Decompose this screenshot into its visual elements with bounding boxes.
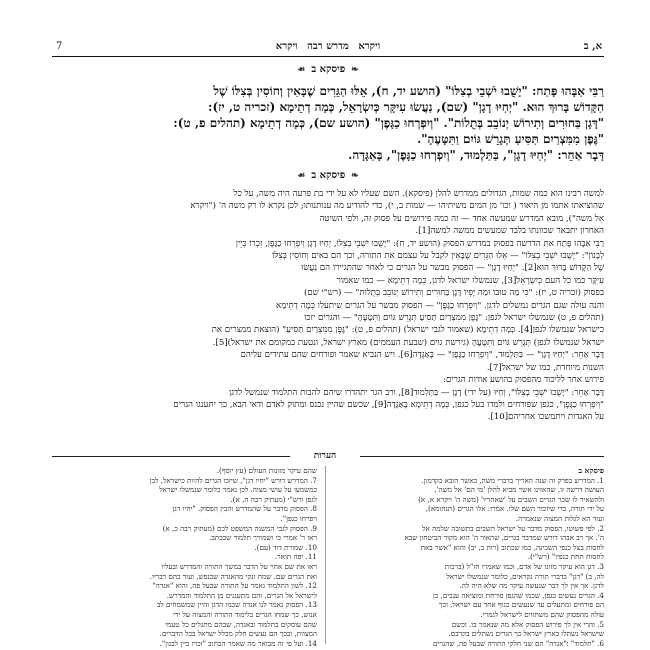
- note-line: לדגן. אך אין לך דבר שנעשה עיקר מה שלא היה לה.: [459, 581, 604, 591]
- page-number: 7: [56, 41, 63, 52]
- explanation-line: ישראל שנמשלו לגפן) תְּגָרֵשׁ גּוֹיִם וַתִּטָּעֶהָ (גירשת גוים (שבעת העממים) מארץ ישראל, ונטעת במקומם את ישראל)[5].: [212, 337, 604, 348]
- note-line: 2. לפי פשוטו, הפסוק מדבר על ישראל השבים בתשובה שלמה אל: [422, 523, 604, 533]
- note-line: ולהשאיר לו שכר הגרים השבים על 'שאחריו' (משה ה' ויקרא א, א): [418, 494, 604, 504]
- section-heading-2: [52, 170, 604, 181]
- note-line: 3. דגן הוא עיקר מזונו של אדם, וכמו שאמרו חז"ל (ברכות: [444, 561, 604, 571]
- note-line: המצוות, ובכך הם נעשים חלק מכלל ישראל בכל הדברים.: [159, 629, 317, 639]
- vocalized-midrash-text: [52, 83, 604, 163]
- note-line: 1. המדרש בפרק זה שנה האריך בדברי משה, כאשר הובא בקדמון.: [421, 475, 604, 485]
- explanation-line: והנה עולה שגם הגרים נמשלים לדגן. "וְיִפְרְחוּ כַגָּפֶן" — הפסוק מבשר על הגרים שיתעלו כְּמָה דְתֵימָא: [276, 300, 604, 311]
- notes-column-left: [52, 466, 317, 648]
- explanation-line: למשה רבינו הוא כמה שמות, הגדולים ממדרש להלן (פיסקא). השם שעליו לא על ידי בת פרעה היה משה, על כל: [233, 189, 604, 199]
- note-line: 11. יפה תואר.: [274, 552, 317, 562]
- midrash-line: רַבִּי אַבָּהוּ פָּתַח: "יָשֻׁבוּ יֹשְׁבֵי בְצִלּוֹ" (הושע יד, ח), אֵלּוּ הַגֵּרִים שֶׁבָּאִין וְחוֹסִין בְּצִלּוֹ שֶׁל: [213, 84, 604, 98]
- explanation-line: פירוש אחר לליכוד מהפסוק בהושע אודות הגרים:: [443, 375, 604, 386]
- note-line: שישראל נשתלו בארץ ישראל כך הגרים נשתלים בקרבם.: [448, 629, 604, 639]
- running-title-middle: מדרש רבה: [307, 41, 349, 52]
- note-line: לישראל אל הגרים, והם מתענגים מן התלמוד והמדרש.: [166, 590, 317, 600]
- note-line: ראו ר' אמרי כי ושמורך תלמוד שבכתב.: [209, 533, 317, 543]
- notes-heading: הערות: [290, 450, 360, 461]
- note-line: 5. והרי אין לך פירוש הפסוק אלא מה שנאמר בו. וכשם: [451, 619, 604, 629]
- note-line: לה, ב) "דגן" בדברי תורה נקראים, כלומר שנמשלו ישראל: [446, 571, 604, 581]
- note-line: לחסות בצל כנפי השכינה, כמו שכתוב (רות ב, יב) והוא "אשר באת: [420, 542, 604, 552]
- note-line: 7. המדרש דורש "יחיו דגן", שיזכו הגרים להיות כישראל, לכן: [149, 475, 317, 485]
- note-line: הם פורחים ומתעלים עד שנעשים כגוף אחד עם ישראל, וכך: [438, 600, 604, 610]
- section-heading-2-text: פיסקא ב: [311, 170, 346, 181]
- explanation-line: דָּבָר אַחֵר: "יְחַיּוּ דָגָן" — בַּתַּלְמוּד, "וְיִפְרְחוּ כַגָּפֶן" — בָּאַגָּדָה[6]. ויש הנביא שאמר ופורחים שהם עתידים עליהם: [240, 350, 604, 361]
- running-title-right: ויקרא: [358, 41, 381, 52]
- midrash-line: דָּבָר אַחֵר: "יְחַיּוּ דָגָן", בַּתַּלְמוּד, "וְיִפְרְחוּ כַגָּפֶן", בָּאַגָּדָה.: [348, 148, 604, 162]
- note-line: עולה מהפסוק שהם משתווים לישראל לגמרי.: [480, 609, 604, 619]
- note-line: ויפרחו כגפן".: [280, 513, 317, 523]
- note-line: 9. הפסוק לגבי המשנה המשפט לכם (מעתיק רבה כ, א): [162, 523, 317, 533]
- notes-column-right: [339, 466, 604, 648]
- section-heading-1-text: פיסקא ב: [311, 64, 346, 75]
- note-line: אנוש, כך שמחו הגרים בלימוד התורה והמצוה על ידי: [173, 609, 317, 619]
- note-line: 12. לשון התלמוד נאמר על התורה שבעל פה, והוא "אגדה": [152, 581, 317, 591]
- explanation-line: רַבִּי אַבָּהוּ פָּתַח את הדרשה בפסוק במדרש הפסוק (הושע יד, ח): "יָשֻׁבוּ יֹשְׁבֵי בְצִלּוֹ, יְחַיּוּ דָגָן וְיִפְרְחוּ כַגָּפֶן, זִכְרוֹ כְּיֵין: [235, 238, 604, 249]
- note-line: 4. הגרים נעשים כגפן, שכמו שהגפן פורחת ומוציאה ענבים, כן: [432, 590, 604, 600]
- explanation-line: השנות מיוחדת, כמו של ישראל[7].: [486, 362, 604, 373]
- ornament-icon: ❧: [351, 171, 359, 181]
- midrash-line: "דָּגָן בַּחוּרִים וְתִירוֹשׁ יְנוֹבֵב בְּתֻלוֹת". "וְיִפְרְחוּ כַגָּפֶן" (הושע שם), כְּמָה דְתֵימָא (תהלים פ, ט):: [173, 116, 604, 130]
- midrash-line: "גֶּפֶן מִמִּצְרַיִם תַּסִּיעַ תְּגָרֵשׁ גּוֹיִם וַתִּטָּעֶהָ".: [417, 132, 604, 146]
- note-line: על ידי תורה, כדי שיזכור השם שלו. אמרו: אלו הגרים (תנחומא),: [425, 504, 604, 514]
- note-line: ראו את שם אחר על הדבר במשך התורה והמדרש ובעליו: [161, 561, 317, 571]
- explanation-line: "וְיִפְרְחוּ כַגָּפֶן", כגפן שפורחים ולמדו בעל כגפן, כְּמָה דְתֵימָא בָּאַגָּדָה[9], שכשם שהיין נכנס ומתוק לאדם ודאי הבא, כך יתענגו הגרים: [173, 399, 604, 410]
- note-line: ואת הגרים שם. שמח ונקי מהאגדה שבנפש, ועוד בהם דבריו.: [149, 571, 317, 581]
- explanation-line: עִיקָּר כמו כל העם כְּיִשְׂרָאֵל[3], שנמשלו ישראל לדגן, כְּמָה דְתֵימָא — כמו שאמור: [336, 275, 604, 286]
- explanation-line: כישראל שנמשלו לגפן[4]. כְּמָה דְתֵימָא (שאמור לגבי ישראל) (תהלים פ, ט): "גֶּפֶן מִמִּצְרַיִם תַּסִּיעַ" (הוצאת ממצרים את: [211, 325, 604, 336]
- note-line: 8. הפסוק מדבר על שהמדרש והבין הפסוק. "יחיו דגן: [172, 504, 317, 514]
- explanation-line: שהוציאתו אתמו מן היאור ( וכו' מן המים משיתיהו — שמות ב, י), כדי להודיע מה ענותנותו; לכן נקרא לו רק משה ה' ("ויקרא: [190, 201, 604, 212]
- explanation-line: בפסוק (זכריה ט, יז): "כִּי מַה טּוּבוֹ וּמַה יָּפְיוֹ דָּגָן בַּחוּרִים וְתִירוֹשׁ יְנוֹבֵב בְּתֻלוֹת" — (רש"י שם): [303, 288, 604, 299]
- ornament-icon: ☙: [297, 65, 306, 75]
- folio-reference: א, ב: [583, 41, 602, 52]
- column-divider: [325, 466, 326, 644]
- note-line: פיסקא ב: [578, 466, 604, 475]
- note-line: 14. ועל פי זה מבואר מה שאמר הכתוב "זכרו כיין לבנון".: [159, 638, 317, 648]
- section-heading-1: [52, 64, 604, 75]
- ornament-icon: ☙: [297, 171, 306, 181]
- note-line: לגפן ורש"י (מעתיק רבה ה, א).: [230, 494, 317, 504]
- note-line: 13. הפסוק נאמר לנו אגדה שכמו הדגן והיין שמשמחים לב: [156, 600, 317, 610]
- note-line: שהם עיקר מזונות העולם (עץ יוסף).: [216, 466, 317, 475]
- note-line: 10. שמורת דוד (עם).: [254, 542, 317, 552]
- running-title-left: ויקרא: [275, 41, 298, 52]
- note-line: ה'. אך רב אבהו דורש שמדבר בגרים, שהאור ה' הוא מקור הביטחון שבא: [404, 533, 604, 543]
- midrash-line: הַקָּדוֹשׁ בָּרוּךְ הוּא. "יְחַיּוּ דָגָן" (שם), נַעֲשׂוּ עִיקָּר כְּיִשְׂרָאֵל, כְּמָה דְתֵימָא (זכריה ט, יז):: [208, 100, 604, 114]
- explanation-line: לְבָנוֹן": "יָשֻׁבוּ יֹשְׁבֵי בְצִלּוֹ" — אֵלּוּ הַגֵּרִים שֶׁבָּאִין לקבל על עצמם את התורה, וכך הם באים וְחוֹסִין בְּצִלּוֹ: [272, 251, 604, 262]
- note-line: ועוד הא לגלות המצוה שנאמרה.: [515, 513, 604, 523]
- note-line: שהם עוסקים בתלמוד ובאגדה, שבהם מתגלים כל טעמי: [165, 619, 317, 629]
- explanation-line: (תהלים פ, ט) שנמשלו ישראל לגפן: "גֶּפֶן מִמִּצְרַיִם תַּסִּיעַ תְּגָרֵשׁ גּוֹיִם וַתִּטָּעֶהָ" — והגרים יזכו: [304, 313, 604, 324]
- explanation-line: על האגדות ויתמשכו אחריהם[10].: [487, 412, 604, 423]
- explanation-line: אל משה"), מובא המדרש שמעשה אחד — זה כמה פירושים על פסוק זה, ולפי השיטה: [319, 213, 604, 224]
- note-line: 6. "תלמוד" ו"אגדה" הם שני חלקי התורה שבעל פה, שהגרים: [432, 638, 604, 648]
- explanation-line: דָּבָר אַחֵר: "יָשֻׁבוּ יֹשְׁבֵי בְצִלּוֹ", וְחַיּוּ (על ידי) דָגָן — בַּתַּלְמוּד[8], ורב הגר יתהדרו שיהם להבות התלמוד שנמשל לדגן: [228, 387, 604, 398]
- ornament-icon: ❧: [351, 65, 359, 75]
- note-line: לחסות תחת כנפיו" (רש"י).: [527, 552, 604, 562]
- explanation-line: האחרון יתבאר שכוונתו בלבד שמעשים ממשה למשה[1].: [415, 226, 604, 237]
- running-title: [52, 41, 604, 52]
- note-line: כמשמעו על עושי מצוה. לכן נאמר כלומר שנמשלו ישראל: [159, 485, 317, 495]
- note-line: העושה דרשה זו, שהאזינו אשר מביא להלן 'מי הם' אל משה',: [434, 485, 604, 495]
- explanation-text: [52, 188, 604, 424]
- running-header: [52, 40, 604, 57]
- explanation-line: שֶׁל הַקָּדוֹשׁ בָּרוּךְ הוּא[2]. "יְחַיּוּ דָגָן" — הפסוק מבשר על הגרים כי לאחר שהתגיירו הם נַעֲשׂוּ: [301, 263, 604, 274]
